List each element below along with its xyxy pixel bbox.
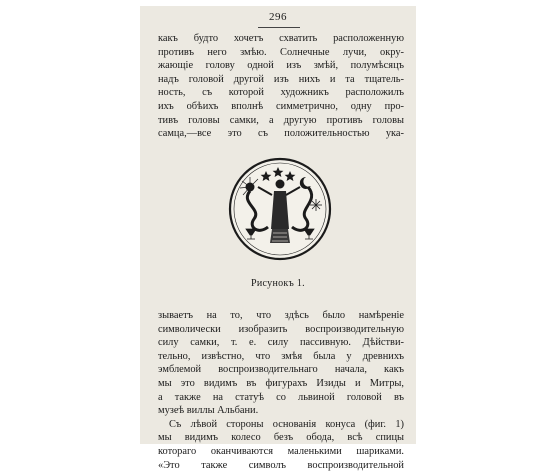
text-line: какъ будто хочетъ схватить расположенную	[158, 33, 404, 44]
page-number: 296	[269, 11, 287, 23]
text-line: тивъ головы самки, а другую противъ головы	[158, 114, 404, 126]
text-line: надъ головой другой изъ нихъ и та тщатель-	[158, 73, 404, 85]
text-line: зываетъ на то, что здѣсь было намѣреніе	[158, 310, 404, 321]
text-line: эмблемой воспроизводительнаго начала, какъ	[158, 364, 404, 376]
text-line: котораго оканчиваются маленькими шариками.	[158, 445, 404, 457]
page-number-rule	[258, 27, 300, 28]
text-line: самца,—все это съ положительностью ука-	[158, 128, 404, 140]
text-line: ихъ обѣихъ вполнѣ симметрично, одну про-	[158, 100, 404, 112]
text-line: противъ него змѣю. Солнечные лучи, окру-	[158, 46, 404, 58]
text-line: мы это видимъ въ фигурахъ Изиды и Митры,	[158, 377, 404, 389]
engraving-figure-1	[228, 157, 332, 261]
text-line: тельно, извѣстно, что змѣя была у древнихъ	[158, 350, 404, 362]
text-line: символически изобразить воспроизводительную	[158, 323, 404, 335]
text-line: «Это также символъ воспроизводительной	[158, 459, 404, 471]
book-page	[140, 6, 416, 471]
text-line: музеѣ виллы Альбани.	[158, 405, 259, 417]
text-line: ность, съ которой художникъ расположилъ	[158, 87, 404, 99]
paragraph-top	[158, 32, 404, 141]
text-line: мы видимъ колесо безъ обода, всѣ спицы	[158, 432, 404, 444]
text-line: жающіе голову одной изъ змѣй, полумѣсяцъ	[158, 60, 404, 72]
text-line: а также на статуѣ со львиной головой въ	[158, 391, 404, 403]
figure-caption: Рисунокъ 1.	[251, 278, 305, 289]
text-line: Съ лѣвой стороны основанія конуса (фиг. 1)	[169, 418, 404, 430]
text-line: силу самки, т. е. силу пассивную. Дѣйстви-	[158, 337, 404, 349]
paragraph-bottom	[158, 309, 404, 472]
